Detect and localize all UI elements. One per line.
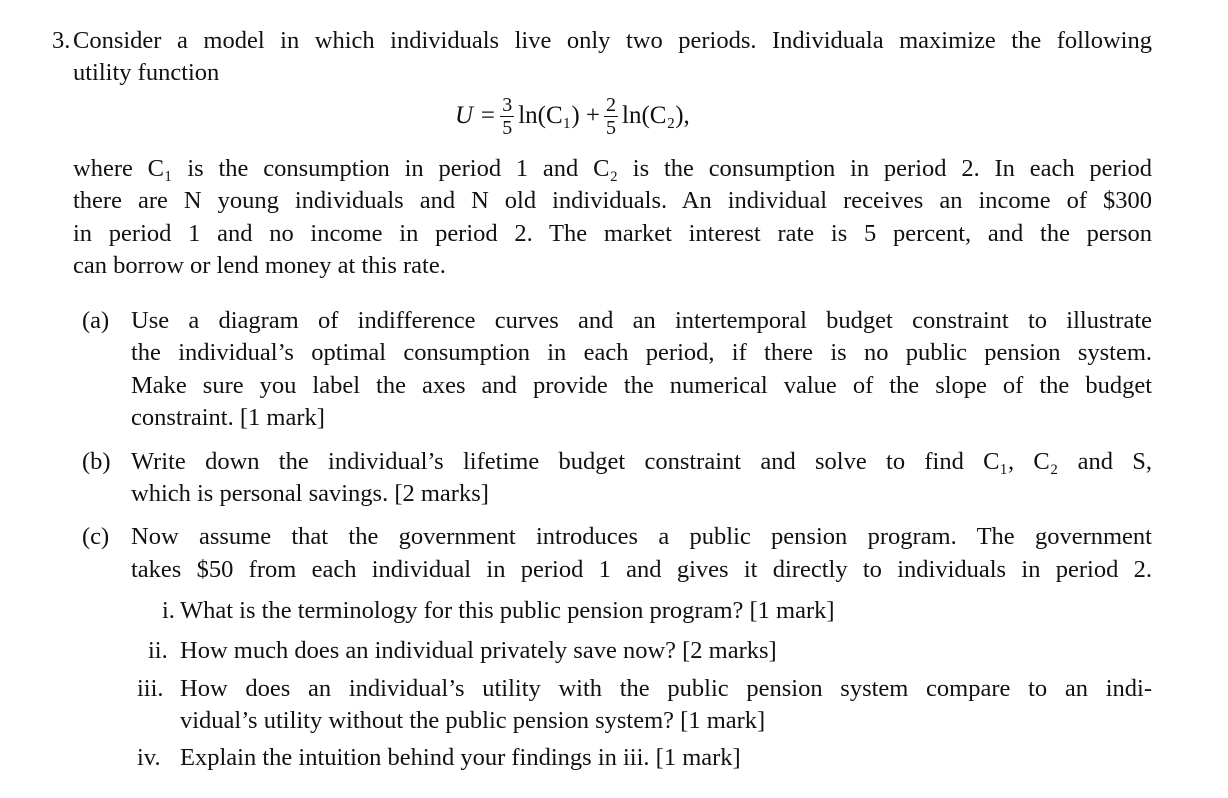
subpart-i-line: What is the terminology for this public pension program? [1 mark] xyxy=(180,597,835,624)
subpart-i-label: i. xyxy=(162,597,175,624)
subpart-iii-label: iii. xyxy=(137,675,164,702)
subpart-iv-label: iv. xyxy=(137,744,161,771)
question-number: 3. xyxy=(52,27,71,54)
subpart-iii-line: vidual’s utility without the public pension system? [1 mark] xyxy=(180,707,766,734)
intro-line: utility function xyxy=(73,59,220,86)
numerator: 2 xyxy=(606,93,617,116)
subpart-iii-line: How does an individual’s utility with the public pension system compare to an indi- xyxy=(180,675,1152,702)
part-c-line: Now assume that the government introduces a public pension program. The government xyxy=(131,523,1152,550)
part-a-line: Make sure you label the axes and provide the numerical value of the slope of the budget xyxy=(131,372,1152,399)
part-c-label: (c) xyxy=(82,523,110,550)
part-b-line: which is personal savings. [2 marks] xyxy=(131,480,489,507)
part-b-label: (b) xyxy=(82,448,111,475)
utility-equation xyxy=(455,84,690,148)
intro-line: Consider a model in which individuals live only two periods. Individuala maximize the following xyxy=(73,27,1152,54)
part-a-line: Use a diagram of indifference curves and an intertemporal budget constraint to illustrate xyxy=(131,307,1152,334)
eq-lhs: U = xyxy=(455,102,497,129)
denominator: 5 xyxy=(606,116,617,139)
body-line: where C₁ is the consumption in period 1 and C₂ is the consumption in period 2. In each period xyxy=(73,155,1152,182)
eq-term-2: ln(C₂), xyxy=(622,102,690,129)
denominator: 5 xyxy=(502,116,513,139)
fraction-2-5 xyxy=(604,94,618,139)
subpart-ii-label: ii. xyxy=(148,637,168,664)
eq-term-1: ln(C₁) + xyxy=(518,102,601,129)
part-a-line: the individual’s optimal consumption in each period, if there is no public pension system. xyxy=(131,339,1152,366)
subpart-ii-line: How much does an individual privately save now? [2 marks] xyxy=(180,637,777,664)
part-a-line: constraint. [1 mark] xyxy=(131,404,325,431)
fraction-3-5 xyxy=(500,94,514,139)
body-line: there are N young individuals and N old individuals. An individual receives an income of $300 xyxy=(73,187,1152,214)
subpart-iv-line: Explain the intuition behind your findings in iii. [1 mark] xyxy=(180,744,741,771)
part-b-line: Write down the individual’s lifetime budget constraint and solve to find C₁, C₂ and S, xyxy=(131,448,1152,475)
part-c-line: takes $50 from each individual in period 1 and gives it directly to individuals in period 2. xyxy=(131,556,1152,583)
part-a-label: (a) xyxy=(82,307,110,334)
body-line: can borrow or lend money at this rate. xyxy=(73,252,446,279)
numerator: 3 xyxy=(502,93,513,116)
body-line: in period 1 and no income in period 2. The market interest rate is 5 percent, and the person xyxy=(73,220,1152,247)
